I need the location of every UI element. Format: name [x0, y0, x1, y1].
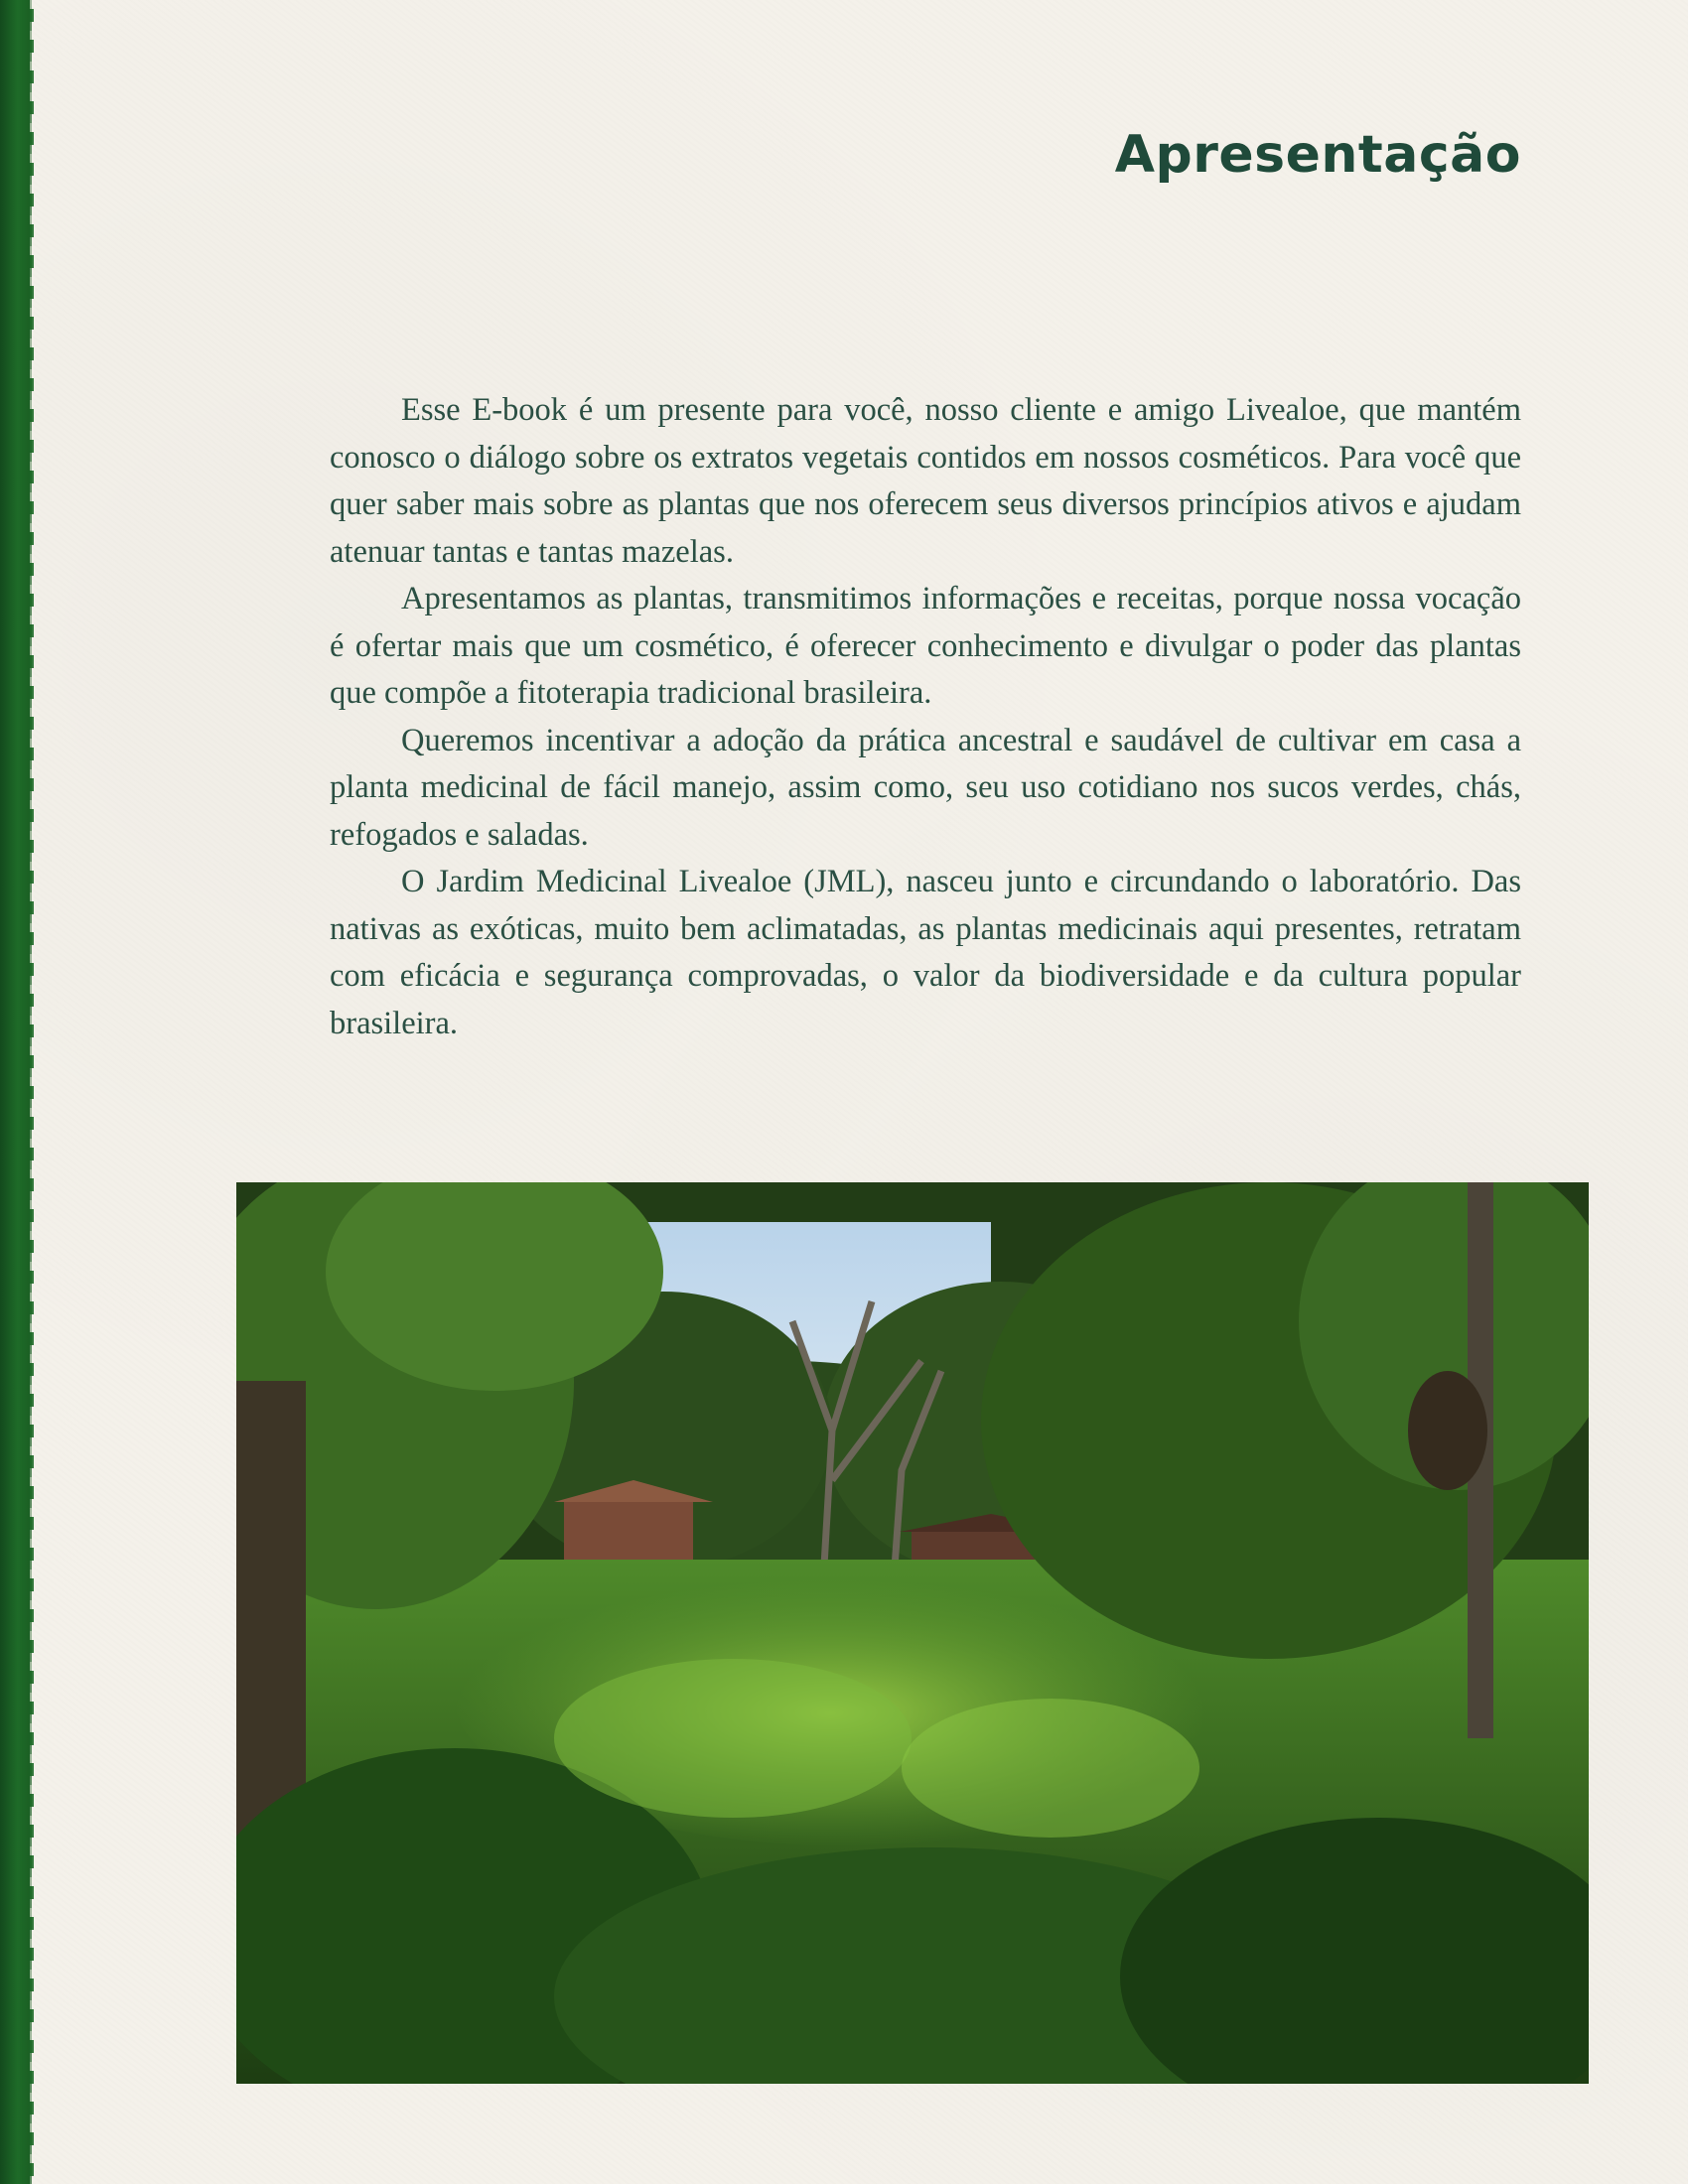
garden-photo: [236, 1182, 1589, 2084]
paragraph-garden: O Jardim Medicinal Livealoe (JML), nasceu junto e circundando o laboratório. Das nativas as exóticas, muito bem aclimatadas, as plantas medicinais aqui presentes, retratam com eficácia e segurança comprovadas, o valor da biodiversidade e da cultura popular brasileira.: [330, 864, 1521, 1041]
left-torn-edge: [30, 0, 34, 2184]
paragraph-plants: Apresentamos as plantas, transmitimos informações e receitas, porque nossa vocação é ofertar mais que um cosmético, é oferecer conhecimento e divulgar o poder das plantas que compõe a fitoterapia tradicional brasileira.: [330, 581, 1521, 711]
paragraph-intro: Esse E-book é um presente para você, nosso cliente e amigo Livealoe, que mantém conosco o diálogo sobre os extratos vegetais contidos em nossos cosméticos. Para você que quer saber mais sobre as plantas que nos oferecem seus diversos princípios ativos e ajudam atenuar tantas e tantas mazelas.: [330, 392, 1521, 570]
page-title: Apresentação: [1114, 125, 1521, 185]
body-text: [330, 387, 1521, 1047]
paragraph-cultivation: Queremos incentivar a adoção da prática ancestral e saudável de cultivar em casa a planta medicinal de fácil manejo, assim como, seu uso cotidiano nos sucos verdes, chás, refogados e saladas.: [330, 722, 1521, 853]
left-green-border: [0, 0, 32, 2184]
